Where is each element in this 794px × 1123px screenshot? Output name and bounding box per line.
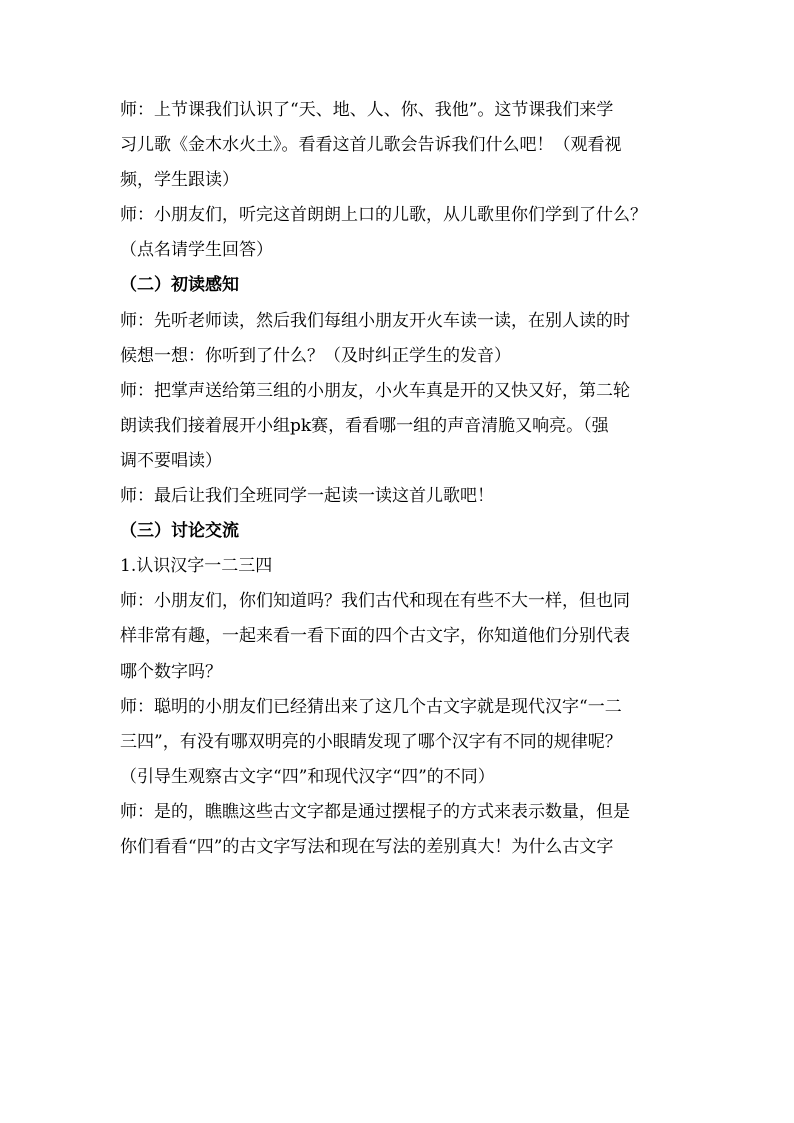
text-line: 你们看看“四”的古文字写法和现在写法的差别真大！为什么古文字 bbox=[120, 836, 614, 857]
text-line: 调不要唱读） bbox=[120, 450, 222, 471]
text-line: 朗读我们接着展开小组pk赛，看看哪一组的声音清脆又响亮。（强 bbox=[120, 415, 609, 436]
subsection-title: 1.认识汉字一二三四 bbox=[120, 556, 273, 577]
text-line: 哪个数字吗？ bbox=[120, 661, 222, 682]
text-line: 三四”，有没有哪双明亮的小眼睛发现了哪个汉字有不同的规律呢？ bbox=[120, 731, 622, 752]
section-heading: （二）初读感知 bbox=[120, 275, 239, 296]
text-line: 样非常有趣，一起来看一看下面的四个古文字，你知道他们分别代表 bbox=[120, 626, 630, 647]
text-line: 师：上节课我们认识了“天、地、人、你、我他”。这节课我们来学 bbox=[120, 100, 614, 120]
text-line: （引导生观察古文字“四”和现代汉字“四”的不同） bbox=[120, 766, 495, 787]
text-line: 习儿歌《金木水火土》。看看这首儿歌会告诉我们什么吧！（观看视 bbox=[120, 135, 622, 156]
text-line: 师：小朋友们，你们知道吗？我们古代和现在有些不大一样，但也同 bbox=[120, 591, 630, 612]
text-line: 师：小朋友们，听完这首朗朗上口的儿歌，从儿歌里你们学到了什么？ bbox=[120, 205, 647, 226]
text-line: 师：最后让我们全班同学一起读一读这首儿歌吧！ bbox=[120, 486, 494, 507]
section-heading: （三）讨论交流 bbox=[120, 521, 239, 542]
text-line: 师：把掌声送给第三组的小朋友，小火车真是开的又快又好，第二轮 bbox=[120, 380, 630, 401]
text-line: 候想一想：你听到了什么？（及时纠正学生的发音） bbox=[120, 345, 511, 366]
text-line: 师：是的，瞧瞧这些古文字都是通过摆棍子的方式来表示数量，但是 bbox=[120, 801, 630, 822]
text-line: 频，学生跟读） bbox=[120, 170, 239, 191]
text-line: 师：先听老师读，然后我们每组小朋友开火车读一读，在别人读的时 bbox=[120, 310, 630, 331]
text-line: （点名请学生回答） bbox=[120, 240, 273, 261]
document-page bbox=[120, 100, 680, 872]
text-line: 师：聪明的小朋友们已经猜出来了这几个古文字就是现代汉字“一二 bbox=[120, 696, 622, 717]
